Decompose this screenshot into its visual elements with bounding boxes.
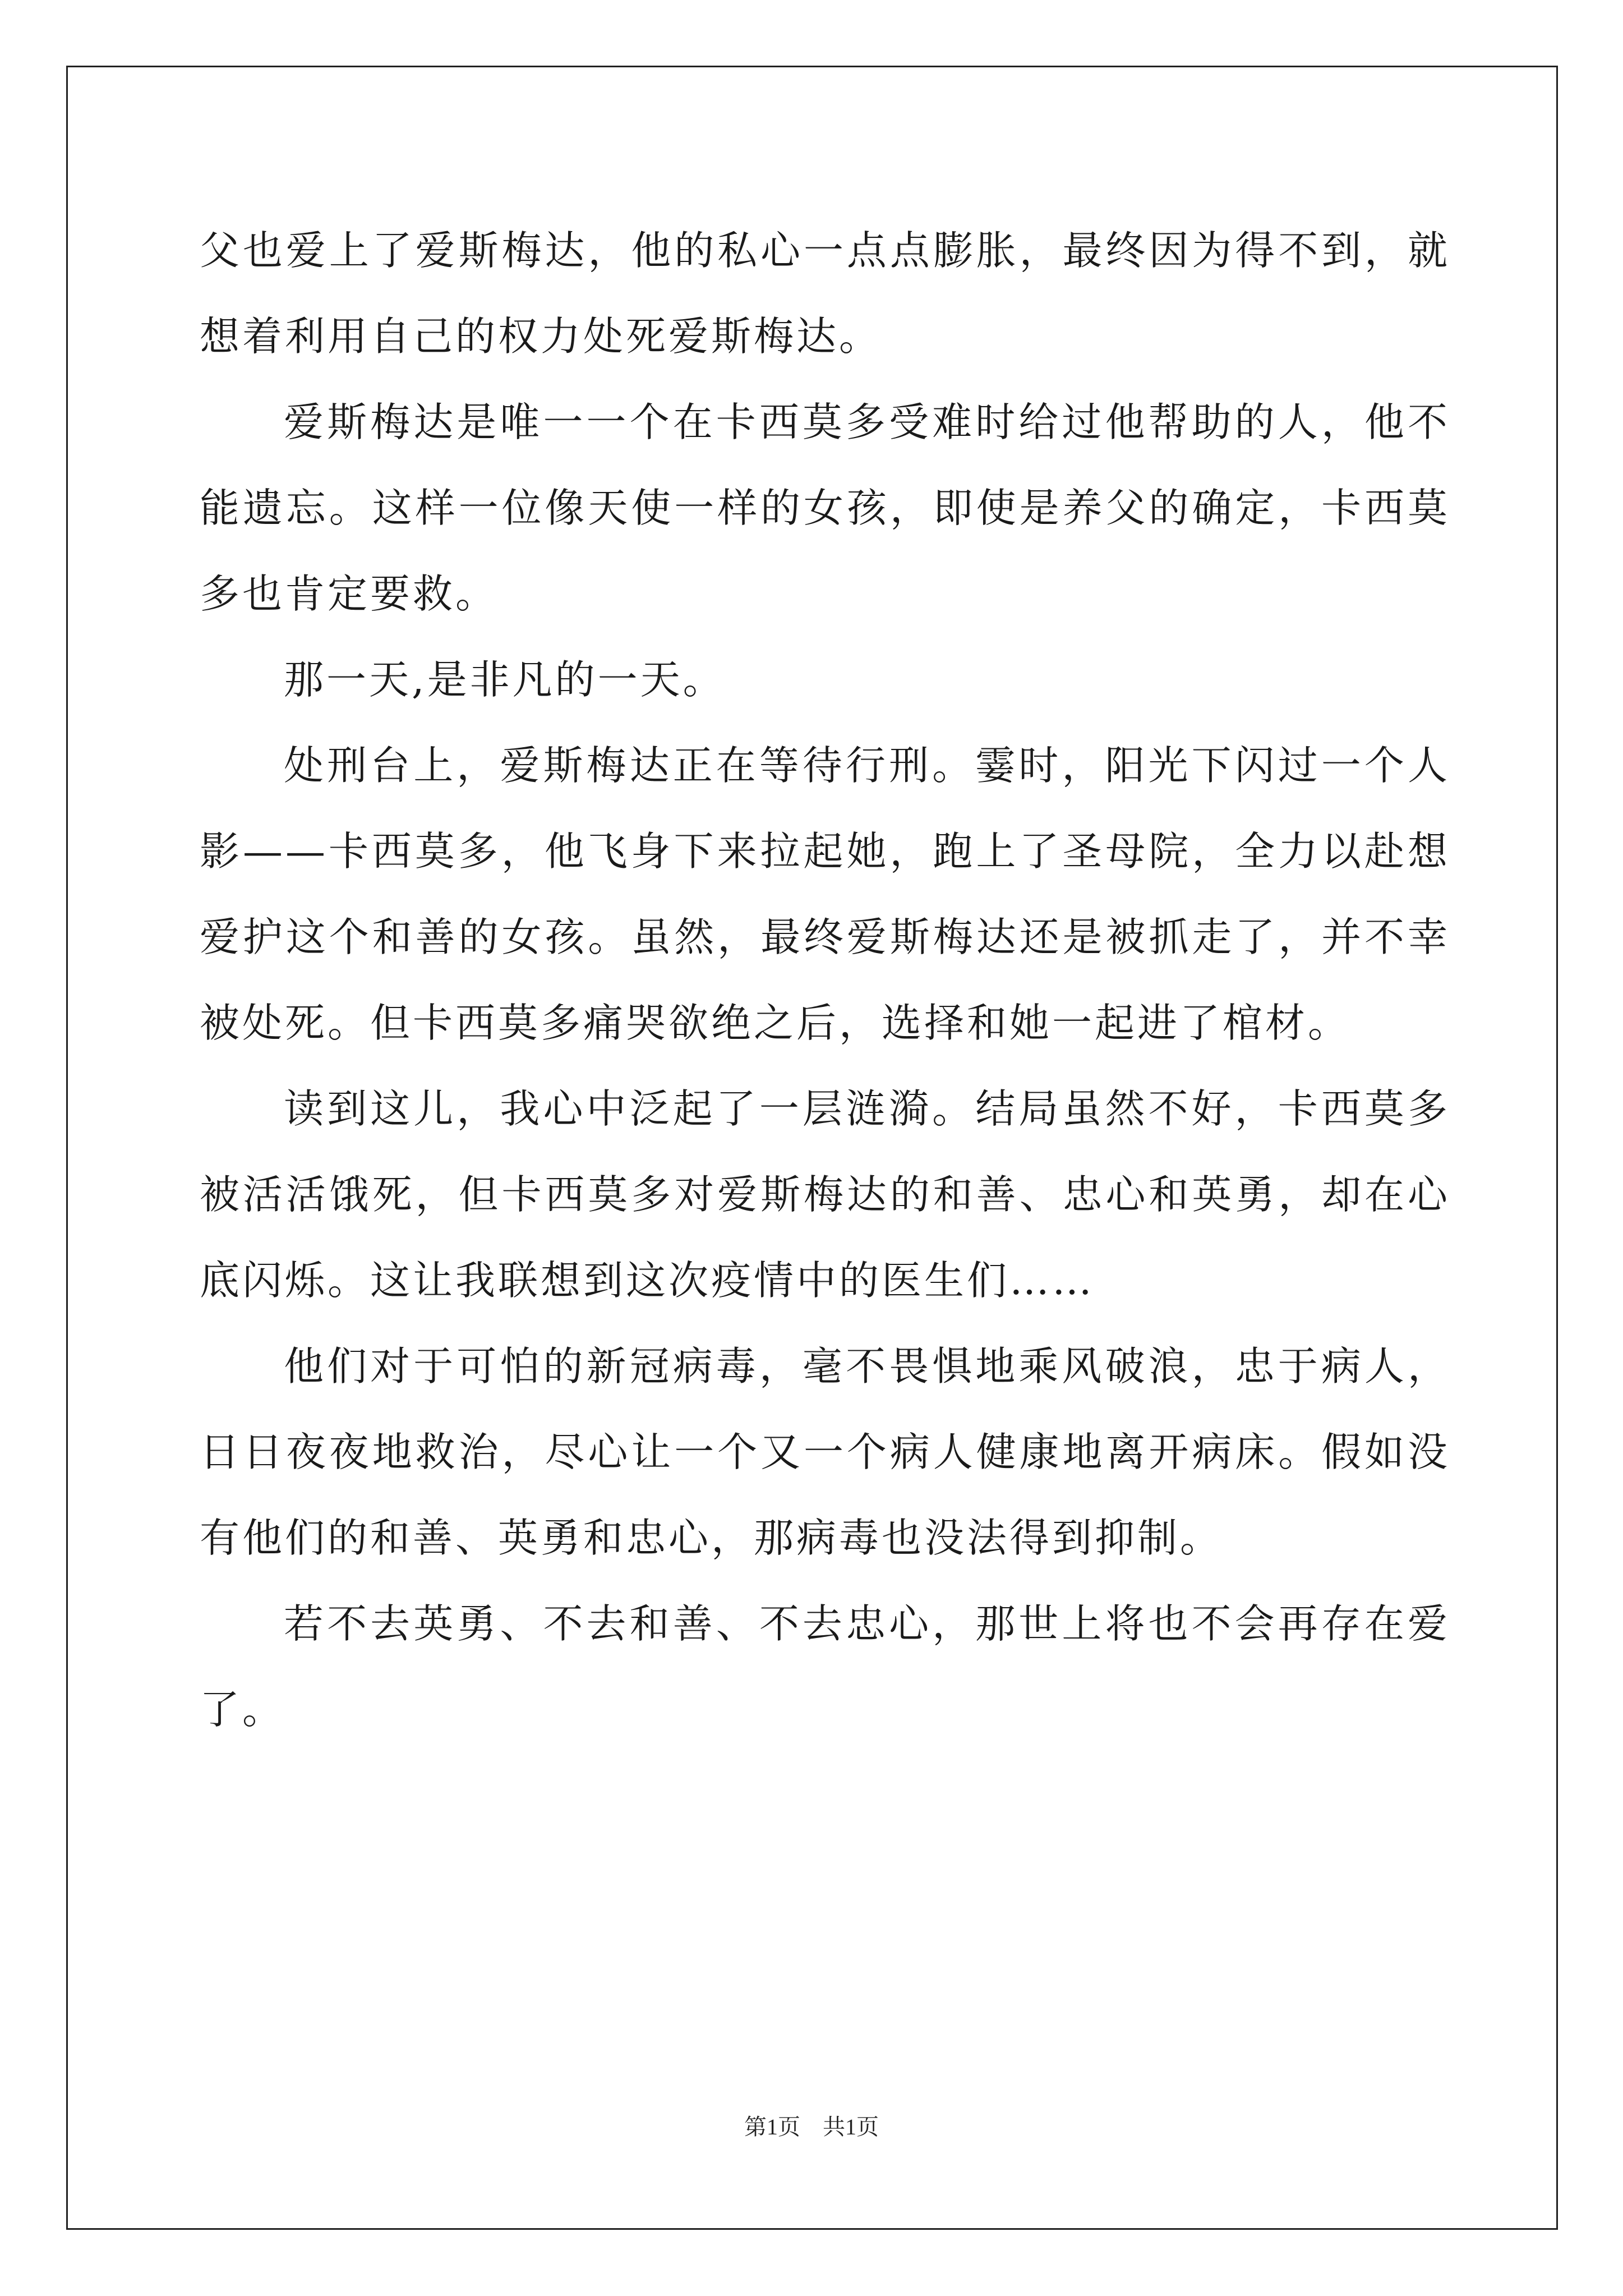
document-body bbox=[200, 208, 1450, 1752]
paragraph: 处刑台上，爱斯梅达正在等待行刑。霎时，阳光下闪过一个人影——卡西莫多，他飞身下来拉起她，跑上了圣母院，全力以赴想爱护这个和善的女孩。虽然，最终爱斯梅达还是被抓走了，并不幸被处死。但卡西莫多痛哭欲绝之后，选择和她一起进了棺材。 bbox=[200, 742, 1450, 1046]
paragraph-continuation: 父也爱上了爱斯梅达，他的私心一点点膨胀，最终因为得不到，就想着利用自己的权力处死爱斯梅达。 bbox=[200, 227, 1450, 360]
paragraph: 那一天,是非凡的一天。 bbox=[284, 656, 726, 703]
page-footer bbox=[0, 2109, 1623, 2141]
page-total: 共1页 bbox=[823, 2114, 879, 2139]
page-number: 第1页 bbox=[744, 2114, 800, 2139]
paragraph: 爱斯梅达是唯一一个在卡西莫多受难时给过他帮助的人，他不能遗忘。这样一位像天使一样的女孩，即使是养父的确定，卡西莫多也肯定要救。 bbox=[200, 399, 1450, 617]
paragraph: 他们对于可怕的新冠病毒，毫不畏惧地乘风破浪，忠于病人，日日夜夜地救治，尽心让一个又一个病人健康地离开病床。假如没有他们的和善、英勇和忠心，那病毒也没法得到抑制。 bbox=[200, 1343, 1450, 1561]
paragraph: 读到这儿，我心中泛起了一层涟漪。结局虽然不好，卡西莫多被活活饿死，但卡西莫多对爱斯梅达的和善、忠心和英勇，却在心底闪烁。这让我联想到这次疫情中的医生们…… bbox=[200, 1085, 1450, 1304]
paragraph: 若不去英勇、不去和善、不去忠心，那世上将也不会再存在爱了。 bbox=[200, 1600, 1450, 1733]
